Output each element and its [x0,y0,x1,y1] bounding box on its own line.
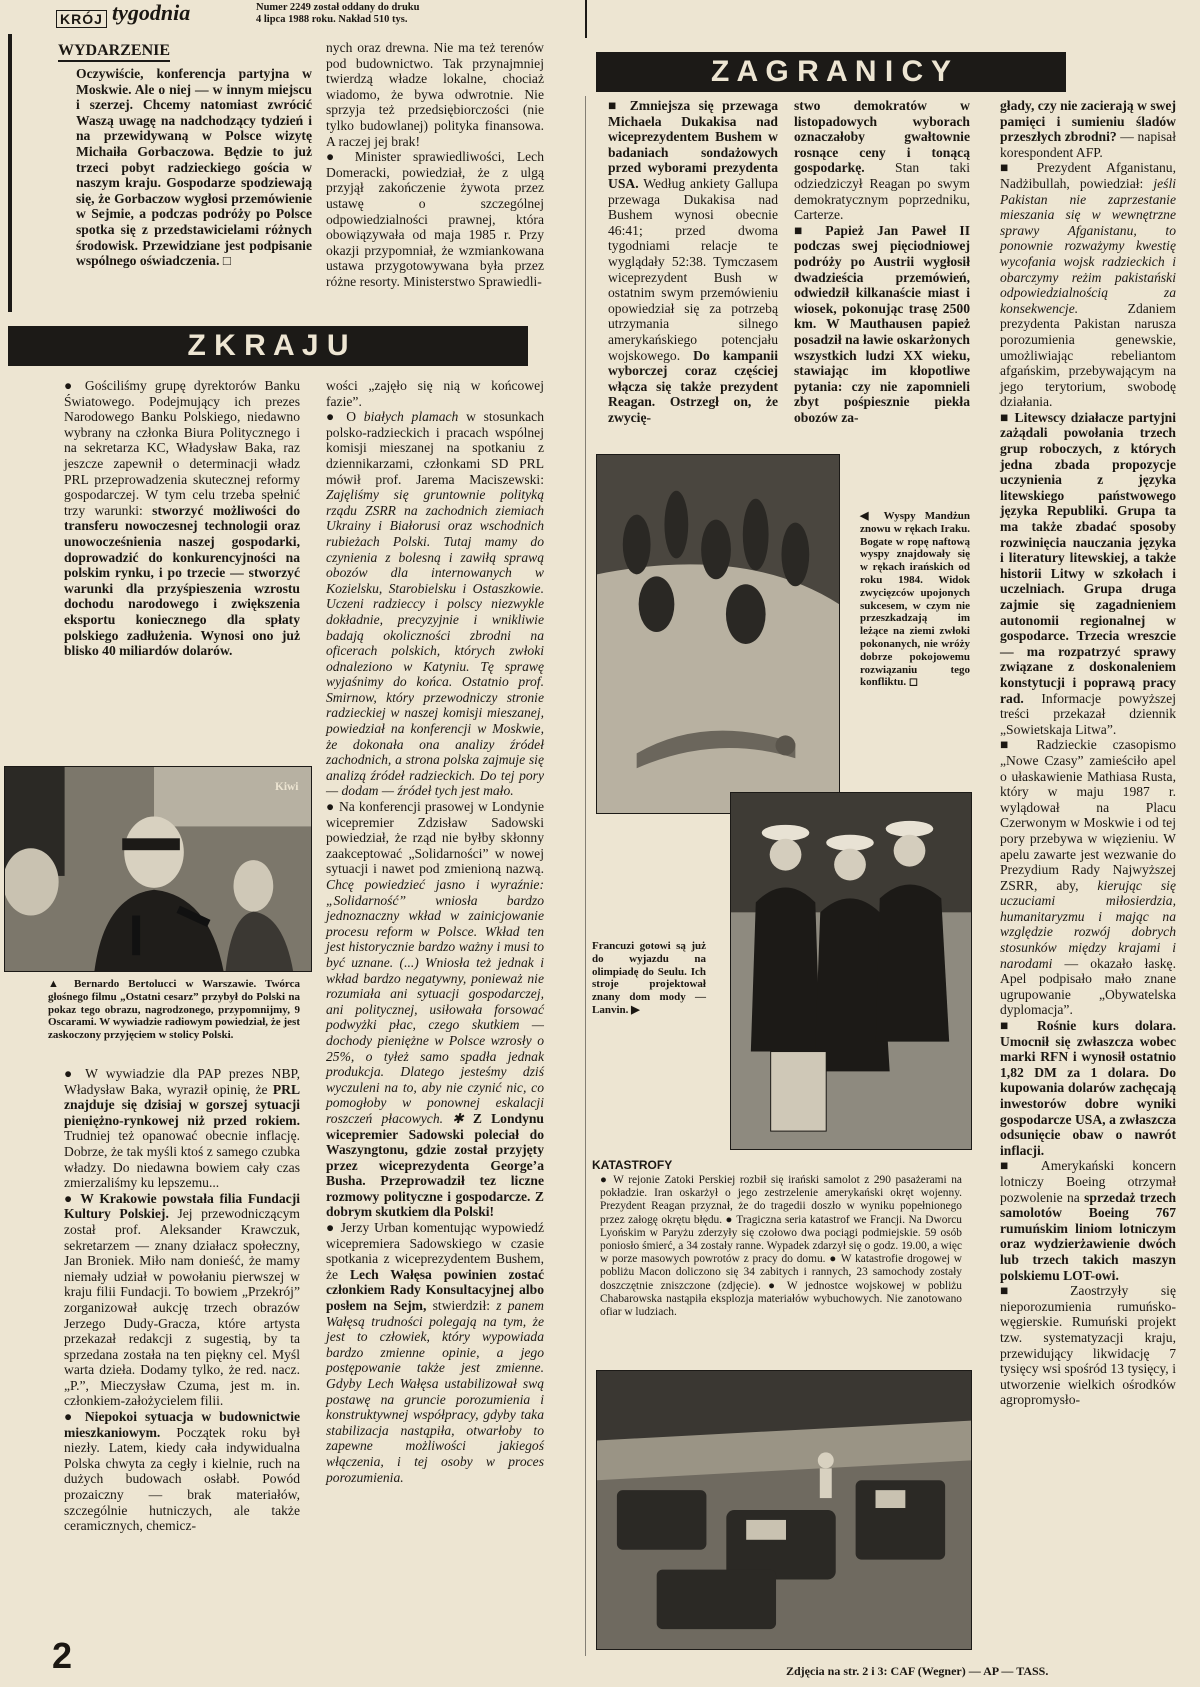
photo-olympics [730,792,972,1150]
section-band-home [8,326,528,366]
abroad-col2-text [794,98,970,425]
paragraph: ● W wywiadzie dla PAP prezes NBP, Władysław Baka, wyraził opinię, że PRL znajduje się dzisiaj w gorszej sytuacji pieniężno-rynkowej niż przed rokiem. Trudniej też opanować obecnie inflację. Dobrze, że tak myśli ktoś z samego czubka władzy. Do niedawna bowiem cały czas zmierzaliśmy ku lepszemu... [64,1066,300,1191]
home-col1-top-text [64,378,300,659]
masthead-title: tygodnia [112,0,191,25]
section-title-abroad: Z A G R A N I C Y [710,55,951,88]
paragraph: ● Minister sprawiedliwości, Lech Domeracki, powiedział, że z ulgą przyjął zakończenie żywota przez ustawę o szczególnej odpowiedzialności prawnej, która obowiązywała od maja 1985 r. Przy okazji przypomniał, że wzmiankowana ustawa przygotowywana była przez różne resorty. Ministerstwo Sprawiedli- [326,149,544,289]
paragraph: wości „zajęło się nią w końcowej fazie”. [326,378,544,409]
abroad-col1-text [608,98,778,425]
col2-top-text [326,40,544,290]
paragraph: ● Na konferencji prasowej w Londynie wicepremier Zdzisław Sadowski powiedział, że rząd nie byłby skłonny zaakceptować „Solidarności” w nowej sytuacji i nawet pod zmienioną nazwą. Chcę powiedzieć jasno i wyraźnie: „Solidarność” wniosła bardzo jednoznaczny wkład w zainicjowanie procesu reform w Polsce. Wkład ten jest historycznie bardzo ważny i musi to być uznane. (...) Wniosła też jednak i wkład bardzo negatywny, ponieważ nie rozumiała ani sytuacji gospodarczej, ani politycznej, usiłowała forsować podwyżki płac, czego skutkiem — dochody pieniężne w Polsce wzrosły o 25%, o tyłeż samo spadła jednak produkcja. Dlatego jesteśmy dziś wyczuleni na to, aby nie czynić nic, co pomogłoby w ponownej eskalacji roszczeń płacowych. ✱ Z Londynu wicepremier Sadowski poleciał do Waszyngtonu, gdzie został przyjęty przez wiceprezydenta George’a Busha. Przeprowadził tez liczne rozmowy polityczne i gospodarcze. Z dobrym skutkiem dla Polski! [326,799,544,1220]
paragraph: ■ Amerykański koncern lotniczy Boeing otrzymał pozwolenie na sprzedaż trzech samolotów Boeing 767 rumuńskim liniom lotniczym oraz wydzierżawienie dwóch lub trzech takich maszyn polskiemu LOT-owi. [1000,1158,1176,1283]
photo-sign-text: Kiwi [275,781,299,793]
paragraph: ■ Rośnie kurs dolara. Umocnił się zwłaszcza wobec marki RFN i wynosił ostatnio 1,82 DM za 1 dolara. Do kupowania dolarów zachęcają inwestorów dobre wyniki gospodarcze USA, a zwłaszcza odsunięcie obaw o nawrót inflacji. [1000,1018,1176,1158]
imprint-line-1: Numer 2249 został oddany do druku [256,2,420,13]
caption-bertolucci: ▲ Bernardo Bertolucci w Warszawie. Twórca głośnego filmu „Ostatni cesarz” przybył do Polski na pokaz tego obrazu, nagrodzonego, przypomnijmy, 9 Oscarami. W wywiadzie radiowym powiedział, że jest zaskoczony przyjęciem w stolicy Polski. [48,978,300,1042]
abroad-col3-text [1000,98,1176,1408]
paragraph: ● W Krakowie powstała filia Fundacji Kultury Polskiej. Jej przewodniczącym został prof. Aleksander Krawczuk, sekretarzem — znany działacz społeczny, Jan Broniek. Miło nam donieść, że mamy niemały udział w powołaniu pierwszej w kraju filii Fundacji. To bowiem „Przekrój” zorganizował aukcję trzech obrazów Jerzego Dudy-Gracza, które artysta przekazał redakcji z sugestią, by ta sprzedana została na ten piękny cel. Myśl warta dzieła. Dodamy tylko, że red. nacz. „P.”, Mieczysław Czuma, jest m. in. członkiem-założycielem filii. [64,1191,300,1409]
paragraph: ■ Papież Jan Paweł II podczas swej pięciodniowej podróży po Austrii wygłosił dwadzieścia przemówień, odwiedził kilkanaście miast i wiosek, pokonując trasę 2500 km. W Mauthausen papież posadził na ławie oskarżonych wszystkich ludzi XX wieku, stawiając im kłopotliwe pytania: czy nie zapomnieli zbyt pośpiesznie piekła obozów za- [794,223,970,426]
imprint-line-2: 4 lipca 1988 roku. Nakład 510 tys. [256,14,408,25]
photo-olympics-image [731,793,971,1149]
paragraph: ■ Zmniejsza się przewaga Michaela Dukakisa nad wiceprezydentem Bushem w badaniach sondażowych przed wyborami prezydenta USA. Według ankiety Gallupa przewaga Dukakisa nad Bushem wynosi obecnie 46:41; przed dwoma tygodniami relacje te wyglądały 52:38. Tymczasem wiceprezydent Bush w ostatnim swym przemówieniu opowiedział się za potrzebą utrzymania silnego amerykańskiego potencjału wojskowego. Do kampanii wyborczej coraz częściej włącza się także prezydent Reagan. Ostrzegł on, że zwycię- [608,98,778,425]
caption-olympics: Francuzi gotowi są już do wyjazdu na olimpiadę do Seulu. Ich stroje projektował znany dom mody — Lanvin. ▶ [592,940,706,1016]
masthead-divider [585,0,587,38]
paragraph: stwo demokratów w listopadowych wyborach oznaczałoby gwałtownie rosnące ceny i tonącą gospodarkę. Stan taki odziedziczył Reagan po swym demokratycznym poprzedniku, Carterze. [794,98,970,223]
photo-islands-image [597,455,839,813]
home-col2-text [326,378,544,1485]
photo-credits: Zdjęcia na str. 2 i 3: CAF (Wegner) — AP — TASS. [786,1664,1049,1678]
paragraph: nych oraz drewna. Nie ma też terenów pod budownictwo. Tak przynajmniej twierdzą władze lokalne, chociaż wiadomo, że bywa odwrotnie. Nie sprzyja też przedsiębiorczości (nie tylko budowlanej) polityka finansowa. A raczej jej brak! [326,40,544,149]
paragraph: ■ Radzieckie czasopismo „Nowe Czasy” zamieściło apel o ułaskawienie Mathiasa Rusta, który w maju 1987 r. wylądował na Placu Czerwonym w Moskwie i od tej pory przebywa w więzieniu. W apelu zawarte jest wezwanie do Prezydium Rady Najwyższej ZSRR, aby, kierując się uczuciami miłosierdzia, humanitaryzmu i mając na względzie rozwój dobrych stosunków między krajami i narodami — okazało łaskę. Apel podpisało mało znane ugrupowanie „Obywatelska dyplomacja”. [1000,737,1176,1018]
masthead [56,0,576,30]
section-band-abroad [596,52,1066,92]
caption-islands: ◀ Wyspy Mandżun znowu w rękach Iraku. Bogate w ropę naftową wyspy znajdowały się w rękach irańskich od roku 1984. Widok zwycięzców upojonych sukcesem, w czym nie przeszkadzają im leżące na ziemi zwłoki pokonanych, nie wróży dobrze pokojowemu rozwiązaniu tego konfliktu. ◻ [860,510,970,689]
event-box [8,34,310,312]
home-col1-bottom-text [64,1066,300,1534]
paragraph: ■ Prezydent Afganistanu, Nadżibullah, powiedział: jeśli Pakistan nie zaprzestanie mieszania się w wewnętrzne sprawy Afganistanu, to ponownie rozważymy kwestię wycofania wojsk radzieckich i obarczymy reżim pakistański odpowiedzialnością za konsekwencje. Zdaniem prezydenta Pakistan narusza porozumienia genewskie, umożliwiając rebeliantom afgańskim, przebywającym na jego terytorium, swobodę działania. [1000,160,1176,410]
disasters-body: ● W rejonie Zatoki Perskiej rozbił się irański samolot z 290 pasażerami na pokładzie. Iran oskarżył o jego zestrzelenie amerykański okręt wojenny. Prezydent Reagan przyznał, że do tragedii doszło w wyniku popełnionego przez załogę okrętu błędu. ● Tragiczna seria katastrof we Francji. Na Dworcu Lyońskim w Paryżu zderzyły się czołowo dwa pociągi podmiejskie. 59 osób poniosło śmierć, a 34 zostały ranne. Wypadek zdarzył się o godz. 19.00, a więc w porze masowych powrotów z pracy do domu. ● W katastrofie drogowej w pobliżu Macon doliczono się 34 zabitych i rannych, 23 samochody zostały doszczętnie zniszczone (zdjęcie). ● W jednostce wojskowej w pobliżu Chabarowska nastąpiła eksplozja materiałów wybuchowych. Nie zanotowano ofiar w ludziach. [600,1174,962,1319]
section-title-home: Z K R A J U [187,329,349,362]
paragraph: ● Niepokoi sytuacja w budownictwie mieszkaniowym. Początek roku był niezły. Latem, kiedy cała indywidualna Polska chwyta za cegły i kielnie, ruch na dużych budowach osłabł. Powód prozaiczny — brak materiałów, szczególnie hutniczych, ale także ceramicznych, chemicz- [64,1409,300,1534]
photo-bertolucci-image [5,767,311,971]
end-square-icon: □ [222,253,232,269]
paragraph: ● Gościliśmy grupę dyrektorów Banku Światowego. Podejmujący ich prezes Narodowego Banku Polskiego, niedawno wybrany na członka Biura Politycznego i na sekretarza KC, Władysław Baka, raz jeszcze zapewnił o determinacji władz PRL przeprowadzenia skutecznej reformy gospodarczej. W tym celu trzeba spełnić trzy warunki: stworzyć możliwości do transferu nowoczesnej technologii oraz unowocześnienia naszej gospodarki, doprowadzić do konkurencyjności na polskim rynku, i po trzecie — stworzyć warunki dla przyśpieszenia wzrostu dochodu narodowego i zwiększenia eksportu koniecznego dla spłaty polskiego zadłużenia. Wynosi ono już blisko 40 miliardów dolarów. [64,378,300,659]
paragraph: ● Jerzy Urban komentując wypowiedź wicepremiera Sadowskiego w czasie spotkania z wiceprezydentem Bushem, że Lech Wałęsa powinien zostać członkiem Rady Konsultacyjnej albo posłem na Sejm, stwierdził: z panem Wałęsą trudności polegają na tym, że jest to człowiek, który wypowiada bardzo zmienne opinie, a jego postępowanie także jest zmienne. Gdyby Lech Wałęsa ustabilizował swą postawę na gruncie porozumienia i konstruktywnej współpracy, gdyby taka stabilizacja nastąpiła, otwarłoby to zapewne możliwości jakiegoś włączenia, i tej osoby w proces porozumienia. [326,1220,544,1485]
photo-crash-image [597,1371,971,1649]
column-divider [585,96,586,1656]
masthead-logo: KRÓJ [56,10,107,28]
event-body: Oczywiście, konferencja partyjna w Moskwie. Ale o niej — w innym miejscu i szerzej. Chcemy natomiast zwrócić Waszą uwagę na nadchodzący tydzień i na przewidywaną w Polsce wizytę Michaiła Gorbaczowa. Będzie to już trzeci pobyt radzieckiego gościa w naszym kraju. Gospodarze spodziewają się, że Gorbaczow wygłosi przemówienie w Sejmie, a podczas podróży po Polsce spotka się z przedstawicielami różnych środowisk. Przewidziane jest podpisanie wspólnego oświadczenia. □ [76,66,312,269]
paragraph: ■ Litewscy działacze partyjni zażądali powołania trzech grup roboczych, z których jedna zbada propozycje uczynienia z języka litewskiego państwowego języka Republiki. Grupa ta ma także zbadać sposoby rozwinięcia nauczania języka i literatury litewskiej, a także historii Litwy w szkołach i uczelniach. Grupa druga zajmie się zagadnieniem autonomii regionalnej w gospodarce. Trzecia wreszcie — ma rozpatrzyć sprawy związane z doskonaleniem konstytucji i poprawą pracy rad. Informacje powyższej treści przekazał dziennik „Sowietskaja Litwa”. [1000,410,1176,737]
event-heading: WYDARZENIE [58,42,170,62]
photo-bertolucci [4,766,312,972]
page-number: 2 [52,1635,73,1676]
paragraph: ● O białych plamach w stosunkach polsko-radzieckich i pracach wspólnej komisji mieszanej na spotkaniu z dziennikarzami, członkami SD PRL mówił prof. Jarema Maciszewski: Zajęliśmy się gruntownie polityką rządu ZSRR na zachodnich ziemiach Ukrainy i Białorusi oraz wschodnich rubieżach Polski. Tutaj mamy do czynienia z bolesną i zawiłą sprawą obozów dla internowanych w Kozielsku, Starobielsku i Ostaszkowie. Uczeni radzieccy i polscy niezwykle dokładnie, precyzyjnie i wnikliwie badają okoliczności zbrodni na oficerach polskich, których zwłoki odnaleziono w Katyniu. Tę sprawę wyjaśnimy do końca. Ostatnio prof. Smirnow, który przewodniczy stronie radzieckiej w naszej komisji mieszanej, powiedział na konferencji w Moskwie, że dokonała ona analizy źródeł zachodnich, a strona polska zajmuje się analizą źródeł radzieckich. Do tej pory — dodam — źródeł tych jest mało. [326,409,544,799]
paragraph: ■ Zaostrzyły się nieporozumienia rumuńsko-węgierskie. Rumuński projekt tzw. systematyzacji kraju, przewidujący likwidację 7 tysięcy wsi spośród 13 tysięcy, i utworzenie wielkich ośrodków agropromysło- [1000,1283,1176,1408]
disasters-heading: KATASTROFY [592,1158,673,1172]
photo-islands [596,454,840,814]
paragraph: głady, czy nie zacierają w swej pamięci i sumieniu śladów przeszłych zbrodni? — napisał korespondent AFP. [1000,98,1176,160]
photo-crash [596,1370,972,1650]
